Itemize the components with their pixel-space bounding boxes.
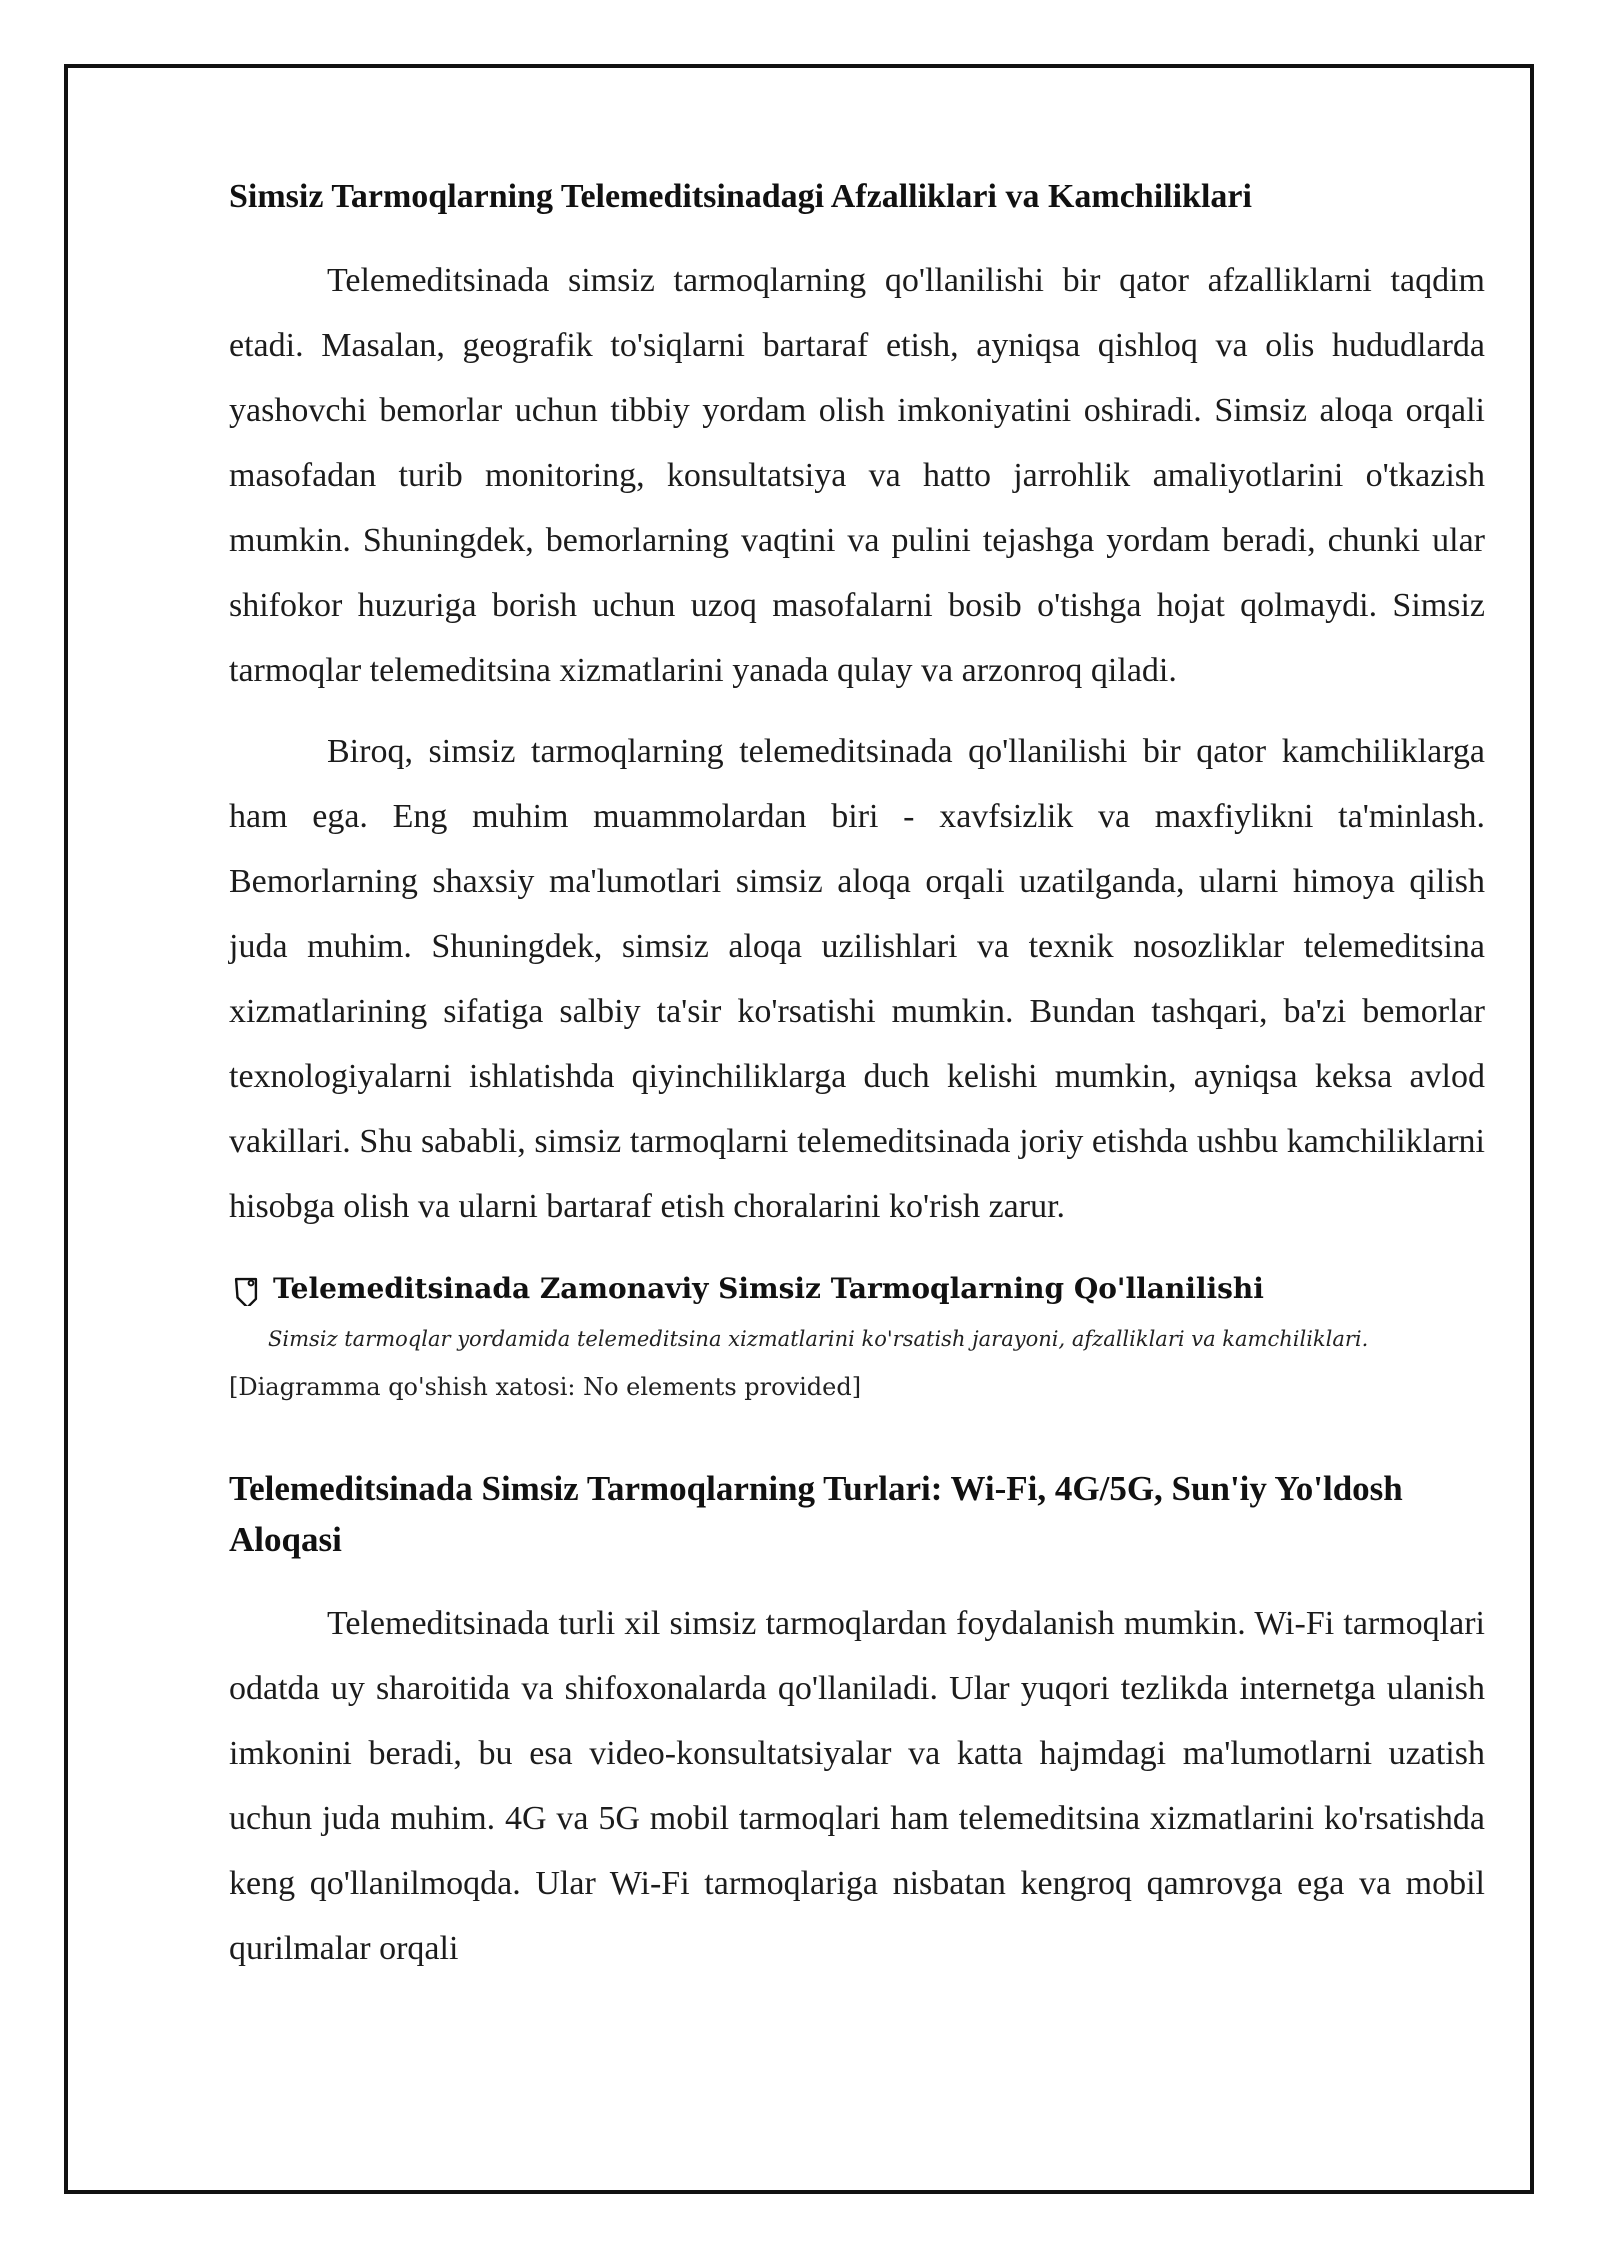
figure-error-message: [Diagramma qo'shish xatosi: No elements provided] xyxy=(229,1373,862,1401)
figure-caption: Simsiz tarmoqlar yordamida telemeditsina xizmatlarini ko'rsatish jarayoni, afzalliklari va kamchiliklari. xyxy=(268,1327,1369,1351)
section-heading-advantages: Simsiz Tarmoqlarning Telemeditsinadagi Afzalliklari va Kamchiliklari xyxy=(229,178,1252,215)
paragraph-advantages: Telemeditsinada simsiz tarmoqlarning qo'llanilishi bir qator afzalliklarni taqdim etadi. Masalan, geografik to'siqlarni bartaraf etish, ayniqsa qishloq va olis hududlarda yashovchi bemorlar uchun tibbiy yordam olish imkoniyatini oshiradi. Simsiz aloqa orqali masofadan turib monitoring, konsultatsiya va hatto jarrohlik amaliyotlarini o'tkazish mumkin. Shuningdek, bemorlarning vaqtini va pulini tejashga yordam beradi, chunki ular shifokor huzuriga borish uchun uzoq masofalarni bosib o'tishga hojat qolmaydi. Simsiz tarmoqlar telemeditsina xizmatlarini yanada qulay va arzonroq qiladi. xyxy=(229,262,1485,689)
figure-title-row xyxy=(229,1265,1485,1313)
document-body xyxy=(229,170,1485,1997)
paragraph-disadvantages: Biroq, simsiz tarmoqlarning telemeditsinada qo'llanilishi bir qator kamchiliklarga ham ega. Eng muhim muammolardan biri - xavfsizlik va maxfiylikni ta'minlash. Bemorlarning shaxsiy ma'lumotlari simsiz aloqa orqali uzatilganda, ularni himoya qilish juda muhim. Shuningdek, simsiz aloqa uzilishlari va texnik nosozliklar telemeditsina xizmatlarining sifatiga salbiy ta'sir ko'rsatishi mumkin. Bundan tashqari, ba'zi bemorlar texnologiyalarni ishlatishda qiyinchiliklarga duch kelishi mumkin, ayniqsa keksa avlod vakillari. Shu sababli, simsiz tarmoqlarni telemeditsinada joriy etishda ushbu kamchiliklarni hisobga olish va ularni bartaraf etish choralarini ko'rish zarur. xyxy=(229,733,1485,1225)
figure-title: Telemeditsinada Zamonaviy Simsiz Tarmoqlarning Qo'llanilishi xyxy=(273,1272,1264,1305)
paragraph-network-types: Telemeditsinada turli xil simsiz tarmoqlardan foydalanish mumkin. Wi-Fi tarmoqlari odatda uy sharoitida va shifoxonalarda qo'llaniladi. Ular yuqori tezlikda internetga ulanish imkonini beradi, bu esa video-konsultatsiyalar va katta hajmdagi ma'lumotlarni uzatish uchun juda muhim. 4G va 5G mobil tarmoqlari ham telemeditsina xizmatlarini ko'rsatishda keng qo'llanilmoqda. Ular Wi-Fi tarmoqlariga nisbatan kengroq qamrovga ega va mobil qurilmalar orqali xyxy=(229,1605,1485,1967)
tag-icon xyxy=(229,1272,263,1306)
section-heading-network-types: Telemeditsinada Simsiz Tarmoqlarning Turlari: Wi-Fi, 4G/5G, Sun'iy Yo'ldosh Aloqasi xyxy=(229,1469,1403,1559)
figure-block xyxy=(229,1265,1485,1407)
